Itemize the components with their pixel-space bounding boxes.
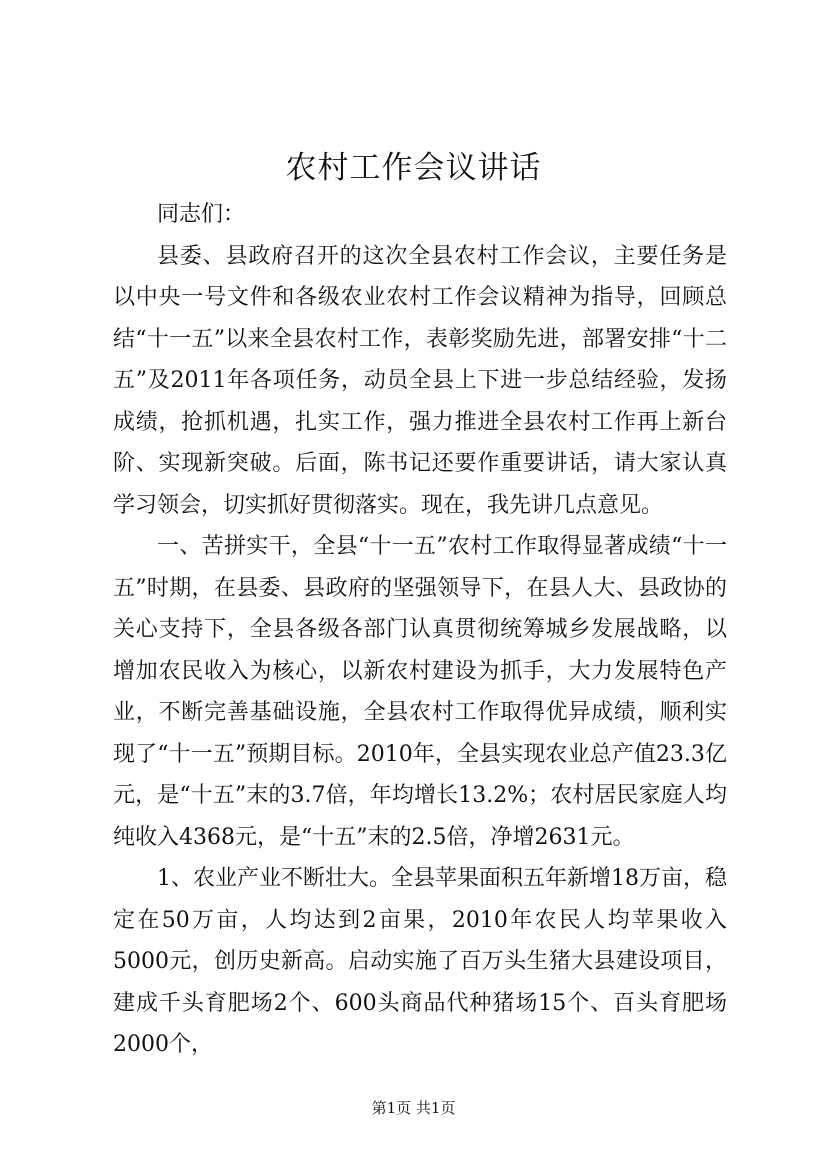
page-footer: 第1页 共1页 <box>371 1099 456 1117</box>
paragraph-intro: 县委、县政府召开的这次全县农村工作会议，主要任务是以中央一号文件和各级农业农村工作会议精神为指导，回顾总结“十一五”以来全县农村工作，表彰奖励先进，部署安排“十二五”及2011年各项任务，动员全县上下进一步总结经验，发扬成绩，抢抓机遇，扎实工作，强力推进全县农村工作再上新台阶、实现新突破。后面，陈书记还要作重要讲话，请大家认真学习领会，切实抓好贯彻落实。现在，我先讲几点意见。 <box>113 243 727 518</box>
document-body <box>113 194 727 1066</box>
document-title: 农村工作会议讲话 <box>285 150 542 186</box>
paragraph-section-one: 一、苦拼实干，全县“十一五”农村工作取得显著成绩“十一五”时期，在县委、县政府的坚强领导下，在县人大、县政协的关心支持下，全县各级各部门认真贯彻统筹城乡发展战略，以增加农民收入为核心，以新农村建设为抓手，大力发展特色产业，不断完善基础设施，全县农村工作取得优异成绩，顺利实现了“十一五”预期目标。2010年，全县实现农业总产值23.3亿元，是“十五”末的3.7倍，年均增长13.2%；农村居民家庭人均纯收入4368元，是“十五”末的2.5倍，净增2631元。 <box>113 534 727 850</box>
greeting: 同志们： <box>157 202 246 227</box>
paragraph-agriculture: 1、农业产业不断壮大。全县苹果面积五年新增18万亩，稳定在50万亩，人均达到2亩果，2010年农民人均苹果收入5000元，创历史新高。启动实施了百万头生猪大县建设项目，建成千头育肥场2个、600头商品代种猪场15个、百头育肥场2000个， <box>113 866 727 1057</box>
